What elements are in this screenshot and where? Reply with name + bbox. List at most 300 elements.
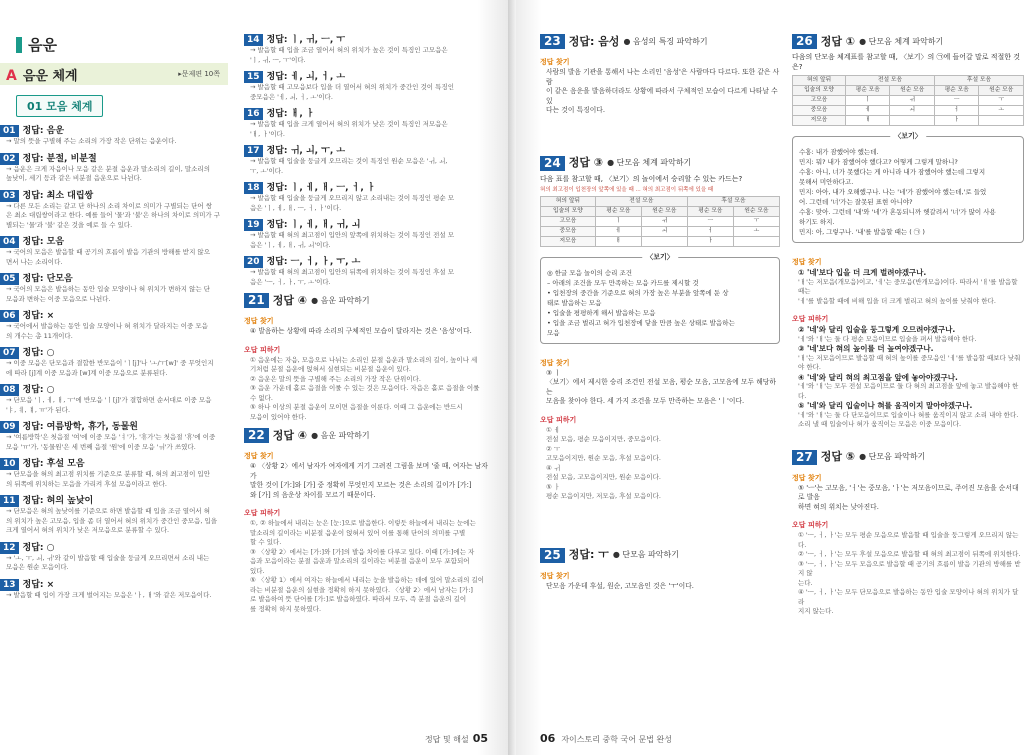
page-number: 05	[472, 732, 488, 745]
table-cell: ㅐ	[595, 236, 641, 246]
vowel-table: 혀의 앞뒤 전설 모음 후설 모음 입술의 모양 평순 모음 원순 모음 평순 모음 원순 모음 고모음 ㅣ ㅟ ㅡ ㅜ 중모음 ㅔ ㅚ ㅓ ㅗ 저모음 ㅐ ㅏ	[540, 196, 780, 247]
answer-item	[0, 190, 228, 231]
explanation-line: 중모음은 'ㅔ, ㅚ, ㅓ, ㅗ'이다.	[250, 92, 333, 101]
question-number: 01	[0, 125, 19, 137]
answer-item	[0, 421, 228, 452]
answer-title: 정답 ④	[272, 293, 308, 307]
question-24	[540, 156, 780, 502]
wrong-head: ③ '네'보다 혀의 높이를 더 높여야겠구나.	[798, 344, 934, 353]
text-line: ③ 음운 가운데 홀로 음절을 이룰 수 있는 것은 모음이다. 자음은 홀로 음절을 이룰	[250, 384, 480, 392]
text-line: 태로 발음하는 모음	[547, 298, 602, 307]
answer-head	[244, 182, 492, 194]
answer-title: 정답: ㅣ, ㅔ, ㅐ, ㅟ, ㅚ	[266, 220, 361, 230]
question-number: 12	[0, 542, 19, 554]
table-cell: 고모음	[541, 216, 596, 226]
answer-head	[0, 153, 228, 165]
explanation-line: → 단모음 'ㅣ, ㅔ, ㅐ, ㅜ'에 반모음 'ㅣ[j]'가 결합하면 순서대로 이중 모음	[6, 396, 212, 404]
explanation-line: 크게 열어서 혀의 위치가 낮은 저모음으로 분류할 수 있다.	[6, 526, 170, 534]
explanation-line: 음은 'ㅡ, ㅓ, ㅏ, ㅜ, ㅗ'이다.	[250, 277, 331, 286]
text-line: 수홍: 아니, 너가 못했다는 게 아니라 내가 잠했어야 했는데 그렇지	[799, 168, 986, 176]
topic: ● 단모음 파악하기	[859, 452, 926, 461]
answer-item	[244, 145, 492, 176]
gutter	[508, 0, 516, 755]
question-26	[792, 34, 1024, 430]
table-cell: 중모음	[541, 226, 596, 236]
topic: ● 단모음 체계 파악하기	[859, 36, 944, 46]
answer-title: 정답: ○	[22, 385, 55, 395]
table-cell: ㅔ	[846, 106, 890, 116]
explanation-line: → 말의 뜻을 구별해 주는 소리의 가장 작은 단위는 음운이다.	[6, 137, 177, 145]
vowel-table-26-body	[793, 96, 1024, 126]
answer-title: 정답: ○	[22, 348, 55, 358]
text-line: 하기도 하지.	[799, 218, 835, 226]
text-line: ① 음운에는 자음, 모음으로 나뉘는 소리인 분절 음운과 말소리의 길이, 높이나 세	[250, 355, 478, 364]
answer-item	[0, 495, 228, 536]
table-cell: ㅗ	[733, 226, 779, 236]
table-row	[541, 216, 780, 226]
question-number: 08	[0, 384, 19, 396]
text-line: • 입천장의 중간을 기준으로 혀의 가장 높은 부분을 앞쪽에 둔 상	[547, 288, 729, 297]
text-line: – 아래의 조건을 모두 만족하는 모음 카드를 제시할 것	[547, 278, 699, 287]
bogi-box	[540, 252, 780, 344]
wrong-text: 'ㅔ'와 'ㅐ'는 모두 전설 모음이므로 둘 다 혀의 최고점을 앞에 놓고 발음해야 한다.	[798, 382, 1019, 400]
left-folio	[425, 732, 488, 745]
answer-item	[0, 125, 228, 147]
text-line: ⑤ 〈상황 1〉에서 여자는 하늘에서 내리는 눈을 발음하는 데에 있어 말소리의 길이	[250, 576, 485, 584]
answer-title: 정답: ㅟ, ㅚ, ㅜ, ㅗ	[266, 146, 346, 156]
explanation-line: 음은 'ㅣ, ㅔ, ㅐ, ㅟ, ㅚ'이다.	[250, 240, 331, 249]
explanation-line: 에 따라 [j]계 이중 모음과 [w]계 이중 모음으로 분류된다.	[6, 368, 168, 377]
explanation-line: → 발음할 때 혀의 최고점이 입안의 앞쪽에 위치하는 것이 특징인 전설 모	[250, 231, 454, 239]
answer-head	[0, 125, 228, 137]
explanation	[792, 278, 1024, 307]
page-number: 06	[540, 732, 556, 745]
text-line: 고모음이지만, 원순 모음, 후설 모음이다.	[546, 454, 661, 462]
answer-title: 정답: 최소 대립쌍	[22, 190, 94, 201]
question-number: 15	[244, 71, 263, 83]
unit-letter: A	[6, 67, 17, 84]
question-number: 23	[540, 34, 565, 49]
text-line: 로 발음하여 뜻 단어를 [가:]로 발음하였다. 따라서 모두, 즉 분절 음운의 길이	[250, 595, 467, 603]
answer-item	[0, 384, 228, 415]
explanation-line: 면서 나는 소리이다.	[6, 257, 63, 266]
left-column-2	[244, 34, 492, 725]
answer-head	[244, 145, 492, 157]
explanation-line: 의 뒤쪽에 위치하는 모음을 가리켜 후설 모음이라고 한다.	[6, 479, 167, 488]
text-line: 수 없다.	[250, 393, 273, 402]
question-number: 27	[792, 450, 817, 465]
question-number: 24	[540, 156, 565, 171]
vowel-table-26: 혀의 앞뒤 전설 모음 후설 모음 입술의 모양 평순 모음 원순 모음 평순 모음 원순 모음 고모음 ㅣ ㅟ ㅡ ㅜ 중모음 ㅔ ㅚ ㅓ ㅗ 저모음 ㅐ ㅏ	[792, 75, 1024, 126]
text-line: ①, ② 하늘에서 내리는 눈은 [눈:]으로 발음한다. 이렇듯 하늘에서 내리는 눈에는	[250, 519, 476, 527]
text-line: 전설 모음, 평순 모음이지만, 중모음이다.	[546, 435, 661, 443]
question-number: 16	[244, 108, 263, 120]
explanation-line: → 국어의 모음은 발음하는 동안 입술 모양이나 혀 위치가 변하지 않는 단	[6, 285, 210, 293]
text-line: 기처럼 분절 음운에 얹혀서 실현되는 비분절 음운이 있다.	[250, 365, 411, 373]
text-line: 민지: 아아, 내가 오해했구나. 나는 '네'가 잠했어야 했는데,'로 들었	[799, 188, 987, 196]
question-text: 다음의 단모음 체계표를 참고할 때, 〈보기〉의 ㉠에 들어갈 말로 적절한 것은?	[792, 53, 1021, 71]
table-cell	[641, 236, 687, 246]
text-line: 수홍: 내가 잠했어야 했는데.	[799, 148, 879, 156]
text-line: 민지: 뭐? 내가 잠했어야 했다고? 어떻게 그렇게 말하니?	[799, 158, 958, 166]
wrong-explanations	[540, 426, 780, 502]
table-row	[541, 226, 780, 236]
answer-title: 정답: ㅜ	[568, 548, 609, 561]
text-line: • 입술을 평평하게 해서 발음하는 모음	[547, 308, 656, 317]
topic: ● 음성의 특징 파악하기	[623, 36, 708, 46]
explanation-line: → 발음할 때 고모음보다 입을 더 열어서 혀의 위치가 중간인 것이 특징인	[250, 83, 454, 91]
explanation-line: → 발음할 때 입을 조금 열어서 혀의 위치가 높은 것이 특징인 고모음은	[250, 46, 448, 54]
text-line: ① 'ㅡ, ㅓ, ㅏ'는 모두 평순 모음으로 발음할 때 입술을 둥그렇게 오므리지 않는다.	[798, 531, 1019, 549]
answer-item	[0, 236, 228, 267]
explanation-line: 높낮이, 세기 등과 같은 비분절 음운으로 나뉜다.	[6, 174, 142, 182]
answer-item	[0, 153, 228, 184]
text-line: 〈보기〉에서 제시한 승리 조건인 전설 모음, 평순 모음, 고모음에 모두 해당하는	[546, 378, 776, 396]
explanation	[540, 369, 780, 407]
answer-title: 정답: 음성	[568, 34, 620, 48]
text-line: 모음	[547, 328, 560, 337]
table-cell	[979, 116, 1024, 126]
answer-list	[0, 125, 228, 600]
answer-title: 정답 ④	[272, 428, 308, 442]
wrong-text: 'ㅐ'는 저모음이므로 발음할 때 혀의 높이를 중모음인 'ㅔ'를 발음할 때보다 낮춰야 한다.	[798, 353, 1021, 371]
table-cell: ㅔ	[595, 226, 641, 236]
answer-title: 정답 ⑤	[820, 450, 856, 463]
question-number: 19	[244, 219, 263, 231]
explanation-line: → 다른 모든 소리는 같고 단 하나의 소리 차이로 의미가 구별되는 단어 쌍	[6, 201, 213, 210]
explanation-line: → 단모음을 혀의 최고점 위치를 기준으로 분류할 때, 혀의 최고점이 입안	[6, 470, 210, 478]
answer-head	[244, 71, 492, 83]
right-page	[516, 0, 1024, 755]
question-number: 26	[792, 34, 817, 49]
bogi-box-26	[792, 132, 1024, 243]
question-22	[244, 428, 492, 614]
explanation	[540, 68, 780, 116]
answer-title: 정답: 단모음	[22, 274, 73, 284]
text-line: 'ㅐ'는 저모음(개모음)이고, 'ㅔ'는 중모음(반개모음)이다. 따라서 'ㅐ'를 발음할 때는	[798, 277, 1018, 295]
explanation-line: 의 개수는 총 11개이다.	[6, 331, 73, 340]
answer-head	[0, 190, 228, 202]
answer-title: 정답 ③	[568, 156, 604, 169]
answer-item	[0, 347, 228, 378]
table-cell: ㅓ	[934, 106, 978, 116]
text-line: ① ㅔ	[546, 425, 561, 434]
answer-list-2	[244, 34, 492, 287]
text-line: 다는 것이 특징이다.	[546, 106, 606, 114]
text-line: ④ ㅟ	[546, 463, 561, 472]
answer-head: ① '네'보다 입을 더 크게 벌려야겠구나.	[798, 268, 927, 277]
question-number: 04	[0, 236, 19, 248]
right-folio	[540, 732, 672, 745]
answer-head	[0, 384, 228, 396]
text-line: ④ 〈상황 2〉에서 남자가 여자에게 거기 그려진 그림을 보며 '줄 때, 여자는 남자가	[250, 462, 488, 480]
table-cell: ㅗ	[979, 106, 1024, 116]
question-number: 09	[0, 421, 19, 433]
text-line: 못해서 미안하다고.	[799, 178, 854, 186]
tag-correct: 정답 찾기	[244, 452, 274, 460]
question-text: 다음 표를 참고할 때, 〈보기〉의 놀이에서 승리할 수 있는 카드는?	[540, 174, 743, 183]
table-cell: ㅣ	[846, 96, 890, 106]
unit-name: 음운 체계	[22, 68, 78, 84]
wrong-head: ⑤ '네'와 달리 입술이나 혀를 움직이지 말아야겠구나.	[798, 401, 973, 410]
tag-correct: 정답 찾기	[540, 358, 570, 367]
answer-title: 정답: ㅔ, ㅚ, ㅓ, ㅗ	[266, 72, 346, 82]
answer-item	[244, 71, 492, 102]
table-cell: ㅟ	[890, 96, 934, 106]
table-row	[793, 116, 1024, 126]
table-cell: 중모음	[793, 106, 846, 116]
wrong-explanations	[244, 519, 492, 614]
answer-head	[244, 34, 492, 46]
text-line: 있다.	[250, 566, 265, 575]
table-row	[793, 96, 1024, 106]
chapter-title: 음운	[28, 36, 57, 54]
answer-head	[0, 347, 228, 359]
tag-correct: 정답 찾기	[792, 258, 822, 266]
bogi-title: 〈보기〉	[890, 131, 926, 141]
tag-correct: 정답 찾기	[540, 58, 570, 66]
explanation-line: → 발음할 때 입술을 둥글게 오므리는 것이 특징인 원순 모음은 'ㅟ, ㅚ,	[250, 157, 448, 165]
text-line: 수홍: 맞아. 그런데 '내'와 '네'가 혼동되니까 헷갈려서 '너'가 많이 사용	[799, 208, 996, 216]
answer-item	[244, 219, 492, 250]
explanation-line: → 'ㅗ, ㅜ, ㅚ, ㅟ'와 같이 발음할 때 입술을 둥글게 오므리면서 소리 내는	[6, 553, 210, 562]
explanation-line: → '여름방학'은 첫음절 '여'에 이중 모음 'ㅕ'가, '휴가'는 첫음절 '휴'에 이중	[6, 433, 216, 441]
table-cell: ㅓ	[687, 226, 733, 236]
tag-wrong: 오답 피하기	[244, 345, 281, 354]
answer-title: 정답: 음운	[22, 126, 65, 136]
question-number: 03	[0, 190, 19, 202]
text-line: 라는 비분절 음운의 실현을 정확히 하지 못하였다. 〈상황 2〉에서 남자는 [가:]	[250, 585, 473, 594]
table-cell: ㅡ	[687, 216, 733, 226]
text-line: ② 'ㅡ, ㅓ, ㅏ'는 모두 후설 모음으로 발음할 때 혀의 최고점이 뒤쪽에 위치한다.	[798, 550, 1021, 558]
left-column-1	[0, 34, 228, 725]
text-line: 사람의 발음 기관을 통해서 나는 소리인 '음성'은 사람마다 다르다. 또한 같은 사람	[546, 68, 780, 86]
question-number: 22	[244, 428, 269, 443]
table-cell: 고모음	[793, 96, 846, 106]
right-column-1	[540, 34, 780, 725]
answer-title: 정답: 모음	[22, 237, 65, 247]
text-line: 하면 혀의 위치는 낮아진다.	[798, 502, 879, 511]
table-cell: 저모음	[541, 236, 596, 246]
question-number: 20	[244, 256, 263, 268]
table-cell	[733, 236, 779, 246]
table-cell: ㅚ	[641, 226, 687, 236]
text-line: ◎ 한글 모음 놀이의 승리 조건	[547, 268, 633, 277]
explanation-line: → 단모음은 혀의 높낮이를 기준으로 하면 발음할 때 입을 조금 열어서 혀	[6, 507, 210, 515]
answer-title: 정답: ×	[22, 579, 55, 590]
explanation-line: 의 위치가 높은 고모음, 입을 좀 더 열어서 혀의 위치가 중간인 중모음, 입을	[6, 516, 218, 525]
answer-head	[244, 256, 492, 268]
section-label: 01 모음 체계	[16, 95, 103, 117]
wrong-head: ④ '네'와 달리 혀의 최고점을 앞에 놓아야겠구나.	[798, 372, 958, 382]
topic: ● 음운 파악하기	[311, 430, 370, 440]
text-line: 평순 모음이지만, 저모음, 후설 모음이다.	[546, 492, 661, 500]
answer-item	[244, 256, 492, 287]
text-line: ⑤ ㅏ	[546, 482, 561, 491]
answer-item	[244, 182, 492, 213]
answer-title: 정답: 후설 모음	[22, 459, 85, 469]
text-line: ③ 〈상황 2〉에서는 [가:]와 [가]의 발음 차이를 다루고 있다. 이때 [가:]에는 자	[250, 547, 475, 556]
answer-head	[0, 273, 228, 285]
question-number: 17	[244, 145, 263, 157]
explanation-line: 'ㅐ, ㅏ'이다.	[250, 129, 285, 138]
explanation-line: → 이중 모음은 단모음과 결합한 반모음이 'ㅣ[j]'나 'ㅗ/ㅜ[w]' 중 무엇인지	[6, 359, 214, 367]
folio-label: 자이스토리 중학 국어 문법 완성	[561, 735, 672, 744]
table-cell: ㅐ	[846, 116, 890, 126]
table-row	[793, 106, 1024, 116]
table-cell: ㅜ	[733, 216, 779, 226]
text-line: 단모음 가운데 후설, 원순, 고모음인 것은 'ㅜ'이다.	[546, 581, 694, 590]
answer-item	[244, 34, 492, 65]
wrong-explanations	[792, 325, 1024, 430]
answer-title: 정답: 혀의 높낮이	[22, 496, 94, 506]
explanation	[792, 484, 1024, 513]
left-page	[0, 0, 508, 755]
answer-head	[0, 579, 228, 591]
explanation-line: → 발음할 때 혀의 최고점이 입안의 뒤쪽에 위치하는 것이 특징인 후설 모	[250, 268, 454, 276]
topic: ● 음운 파악하기	[311, 295, 370, 305]
answer-head	[0, 458, 228, 470]
question-number: 05	[0, 273, 19, 285]
answer-head	[244, 108, 492, 120]
explanation-line: → 음운은 크게 자음이나 모음 같은 분절 음운과 말소리의 길이, 말소리의	[6, 164, 210, 173]
wrong-explanations	[792, 531, 1024, 617]
table-cell: ㅣ	[595, 216, 641, 226]
answer-title: 정답: 여름방학, 휴가, 동물원	[22, 422, 139, 432]
explanation-line: → 국어에서 발음하는 동안 입술 모양이나 혀 위치가 달라지는 이중 모음	[6, 322, 208, 330]
wrong-text: 'ㅔ'와 'ㅐ'는 둘 다 평순 모음이므로 입술을 펴서 발음해야 한다.	[798, 334, 977, 343]
explanation: ④ 발음하는 상황에 따라 소리의 구체적인 모습이 달라지는 것은 '음성'이다.	[250, 327, 472, 335]
tag-wrong: 오답 피하기	[792, 315, 829, 323]
text-line: 를 정확히 하지 못하였다.	[250, 604, 322, 613]
question-number: 21	[244, 293, 269, 308]
answer-title: 정답: ㅣ, ㅔ, ㅐ, ㅡ, ㅓ, ㅏ	[266, 183, 376, 193]
text-line: ③ ㅣ	[546, 368, 561, 377]
unit-title	[6, 65, 78, 84]
tag-wrong: 오답 피하기	[792, 521, 829, 529]
text-line: 말한 것이 [가:]와 [가] 중 정확히 무엇인지 모르는 것은 소리의 길이가 [가:]	[250, 481, 472, 489]
text-line: ⑤ 하나 이상의 분절 음운이 모이면 음절을 이룬다. 이때 그 음운에는 반드시	[250, 403, 463, 411]
table-cell: ㅏ	[934, 116, 978, 126]
table-cell: 저모음	[793, 116, 846, 126]
question-25	[540, 548, 780, 592]
text-line: 말소리의 길이라는 비분절 음운이 얹혀서 있어 이를 통해 단어의 의미를 구별	[250, 528, 466, 537]
answer-item	[0, 542, 228, 573]
answer-item	[0, 273, 228, 304]
text-line: 모음을 찾아야 한다. 세 가지 조건을 모두 만족하는 모음은 'ㅣ'이다.	[546, 397, 745, 405]
explanation-line: 음은 'ㅣ, ㅔ, ㅐ, ㅡ, ㅓ, ㅏ'이다.	[250, 203, 342, 212]
explanation	[540, 582, 780, 592]
explanation-line: 별되는 '물'과 '불' 같은 것을 예로 들 수 있다.	[6, 220, 133, 229]
text-line: 할 수 있다.	[250, 538, 282, 546]
table-cell: ㅟ	[641, 216, 687, 226]
text-line: 민지: 아, 그렇구나. '내'를 발음할 때는 ( ㉠ )	[799, 228, 925, 236]
text-line: 어. 그런데 '너'가는 잘못된 표현 아니야?	[799, 198, 913, 206]
table-cell: ㅏ	[687, 236, 733, 246]
table-cell	[890, 116, 934, 126]
text-line: • 입을 조금 벌리고 혀가 입천장에 닿을 만큼 높은 상태로 발음하는	[547, 318, 735, 327]
explanation-line: 'ㅑ, ㅖ, ㅒ, ㅠ'가 된다.	[6, 405, 71, 414]
answer-title: 정답: ×	[22, 311, 55, 321]
text-line: 'ㅔ'를 발음할 때에 비해 입을 더 크게 벌리고 혀의 높이를 낮춰야 한다.	[798, 296, 996, 305]
answer-item	[0, 579, 228, 601]
table-caption: 혀의 최고점이 입천장의 앞쪽에 있을 때 ... 혀의 최고점이 뒤쪽에 있을 때	[540, 186, 714, 193]
question-number: 25	[540, 548, 565, 563]
answer-title: 정답: ㅐ, ㅏ	[266, 109, 315, 119]
tag-correct: 정답 찾기	[244, 317, 274, 325]
unit-banner	[0, 63, 228, 85]
answer-title: 정답 ①	[820, 34, 856, 48]
question-number: 02	[0, 153, 19, 165]
vowel-table-body	[541, 216, 780, 246]
wrong-head: ② '네'와 달리 입술을 둥그렇게 오므려야겠구나.	[798, 325, 956, 334]
question-number: 10	[0, 458, 19, 470]
answer-head	[0, 236, 228, 248]
text-line: 와 [가] 의 음운상 차이를 모르기 때문이다.	[250, 490, 376, 499]
topic: ● 단모음 파악하기	[612, 550, 679, 559]
text-line: 는다.	[798, 578, 813, 587]
text-line: 전설 모음, 고모음이지만, 원순 모음이다.	[546, 473, 661, 481]
answer-head	[0, 542, 228, 554]
question-27	[792, 450, 1024, 617]
question-number: 11	[0, 495, 19, 507]
explanation-line: → 발음할 때 입술을 둥글게 오므리지 않고 소리내는 것이 특징인 평순 모	[250, 194, 454, 202]
text-line: ④ 'ㅡ, ㅓ, ㅏ'는 모두 단모음으로 발음하는 동안 입술 모양이나 혀의 위치가 달라	[798, 588, 1019, 606]
tag-wrong: 오답 피하기	[540, 415, 577, 424]
chapter-header	[16, 34, 228, 55]
explanation-line: 모음과 변하는 이중 모음으로 나뉜다.	[6, 294, 111, 303]
question-number: 18	[244, 182, 263, 194]
explanation-line: → 발음할 때 입을 크게 열어서 혀의 위치가 낮은 것이 특징인 저모음은	[250, 120, 448, 128]
chapter-bar	[16, 37, 22, 53]
table-cell: ㅜ	[979, 96, 1024, 106]
topic: ● 단모음 체계 파악하기	[607, 158, 692, 167]
explanation-line: ㅜ, ㅗ'이다.	[250, 166, 284, 175]
question-number: 13	[0, 579, 19, 591]
answer-head	[0, 495, 228, 507]
bogi-title: 〈보기〉	[642, 252, 678, 262]
question-number: 07	[0, 347, 19, 359]
right-column-2	[792, 34, 1024, 725]
explanation-line: 'ㅣ, ㅟ, ㅡ, ㅜ'이다.	[250, 55, 306, 64]
answer-head	[0, 421, 228, 433]
answer-item	[0, 310, 228, 341]
explanation-line: 모음 'ㅠ'가, '동물원'은 세 번째 음절 '원'에 이중 모음 'ㅝ'가 쓰였다.	[6, 442, 196, 451]
explanation	[244, 462, 492, 500]
answer-title: 정답: 분절, 비분절	[22, 153, 97, 164]
wrong-text: 'ㅔ'와 'ㅐ'는 둘 다 단모음이므로 입술이나 혀를 움직이지 않고 소리 내야 한다. 소리 낼 때 입술이나 혀가 움직이는 모음은 이중 모음이다.	[798, 410, 1019, 428]
table-cell: ㅚ	[890, 106, 934, 116]
answer-head	[244, 219, 492, 231]
answer-item	[244, 108, 492, 139]
answer-title: 정답: ㅣ, ㅟ, ㅡ, ㅜ	[266, 35, 346, 45]
question-number: 06	[0, 310, 19, 322]
explanation-line: → 발음할 때 입이 가장 크게 벌어지는 모음은 'ㅏ, ㅐ'와 같은 저모음이다.	[6, 590, 212, 599]
answer-title: 정답: ㅡ, ㅓ, ㅏ, ㅜ, ㅗ	[266, 257, 361, 267]
answer-title: 정답: ○	[22, 542, 55, 553]
answer-head	[0, 310, 228, 322]
answer-item	[0, 458, 228, 489]
question-number: 14	[244, 34, 263, 46]
text-line: ⑤ 'ㅡ'는 고모음, 'ㅓ'는 중모음, 'ㅏ'는 저모음이므로, 주어진 모음을 순서대로 발음	[798, 483, 1019, 501]
text-line: ② 음운은 말의 뜻을 구별해 주는 소리의 가장 작은 단위이다.	[250, 374, 421, 383]
explanation-line: 은 최소 대립쌍이라고 한다. 예를 들어 '물'과 '불'은 하나의 차이로 의미가 구	[6, 211, 221, 219]
folio-label: 정답 및 해설	[424, 735, 469, 744]
explanation-line: 모음은 원순 모음이다.	[6, 563, 69, 571]
question-23	[540, 34, 780, 116]
question-21	[244, 293, 492, 422]
text-line: 음과 모음이라는 분절 음운과 말소리의 길이라는 비분절 음운이 모두 포함되어	[250, 557, 470, 565]
